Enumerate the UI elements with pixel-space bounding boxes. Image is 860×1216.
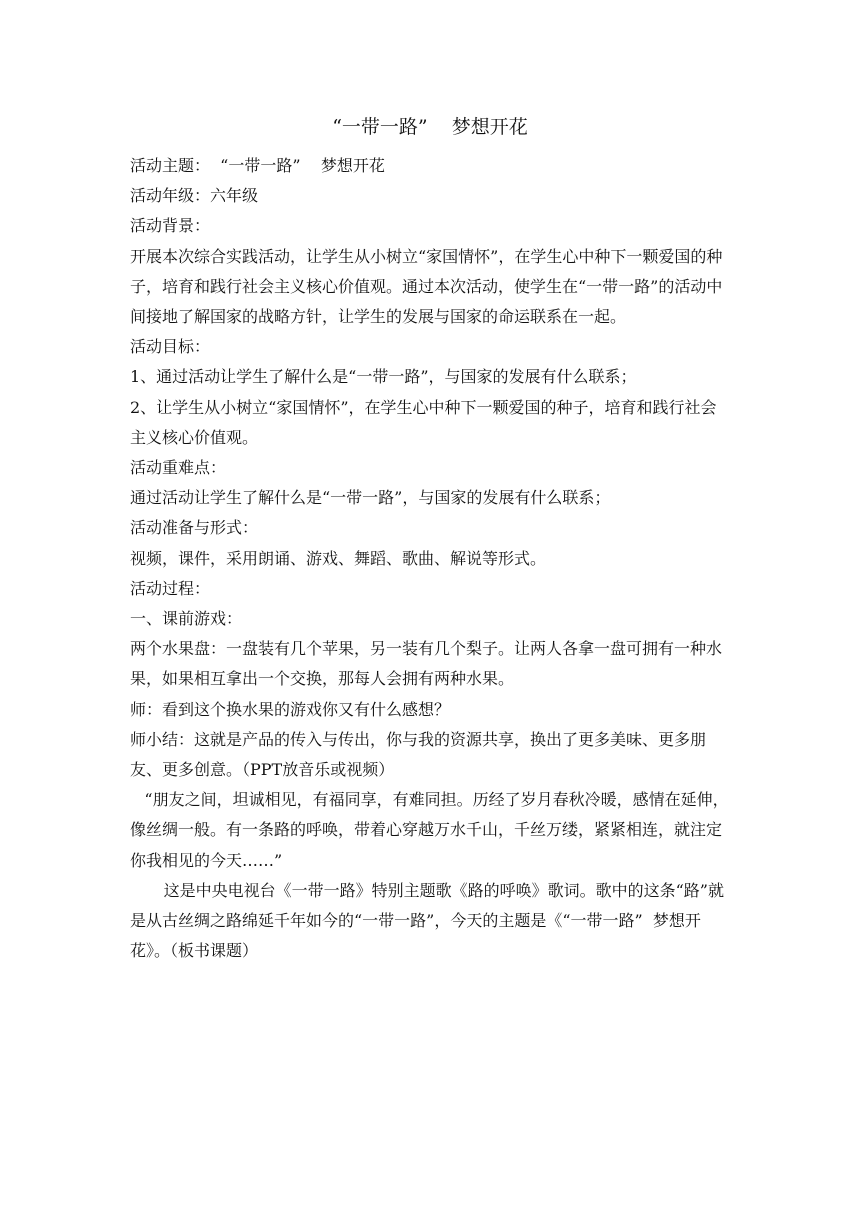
process-heading: 活动过程： — [130, 578, 211, 598]
fruit-game-paragraph: 两个水果盘：一盘装有几个苹果，另一装有几个梨子。让两人各拿一盘可拥有一种水果，如果相互拿出一个交换，那每人会拥有两种水果。 — [130, 639, 723, 689]
document-title: “一带一路” 梦想开花 — [332, 116, 528, 138]
lyrics-explanation: 这是中央电视台《一带一路》特别主题歌《路的呼唤》歌词。歌中的这条“路”就是从古丝绸之路绵延千年如今的“一带一路”，今天的主题是《“一带一路” 梦想开花》。（板书课题） — [130, 880, 724, 961]
preparation-paragraph: 视频，课件，采用朗诵、游戏、舞蹈、歌曲、解说等形式。 — [130, 548, 547, 568]
pre-class-game-heading: 一、课前游戏： — [130, 609, 243, 629]
document-body — [130, 151, 732, 966]
goals-heading: 活动目标： — [130, 337, 211, 357]
background-paragraph: 开展本次综合实践活动，让学生从小树立“家国情怀”，在学生心中种下一颗爱国的种子，培育和践行社会主义核心价值观。通过本次活动，使学生在“一带一路”的活动中间接地了解国家的战略方针，让学生的发展与国家的命运联系在一起。 — [130, 246, 723, 327]
teacher-summary: 师小结：这就是产品的传入与传出，你与我的资源共享，换出了更多美味、更多朋友、更多创意。（PPT放音乐或视频） — [130, 729, 707, 780]
key-points-heading: 活动重难点： — [130, 458, 227, 478]
song-lyrics-quote: “朋友之间，坦诚相见，有福同享，有难同担。历经了岁月春秋冷暖，感情在延伸，像丝绸一般。有一条路的呼唤，带着心穿越万水千山，千丝万缕，紧紧相连，就注定你我相见的今天……” — [130, 790, 729, 870]
key-points-paragraph: 通过活动让学生了解什么是“一带一路”，与国家的发展有什么联系； — [130, 488, 611, 508]
goal-item-2: 2、让学生从小树立“家国情怀”，在学生心中种下一颗爱国的种子，培育和践行社会主义核心价值观。 — [130, 397, 717, 447]
activity-theme: 活动主题： “一带一路” 梦想开花 — [130, 156, 385, 175]
teacher-question: 师：看到这个换水果的游戏你又有什么感想？ — [130, 699, 451, 719]
background-heading: 活动背景： — [130, 216, 211, 236]
activity-grade: 活动年级：六年级 — [130, 186, 259, 206]
preparation-heading: 活动准备与形式： — [130, 518, 259, 538]
goal-item-1: 1、通过活动让学生了解什么是“一带一路”，与国家的发展有什么联系； — [130, 367, 637, 387]
